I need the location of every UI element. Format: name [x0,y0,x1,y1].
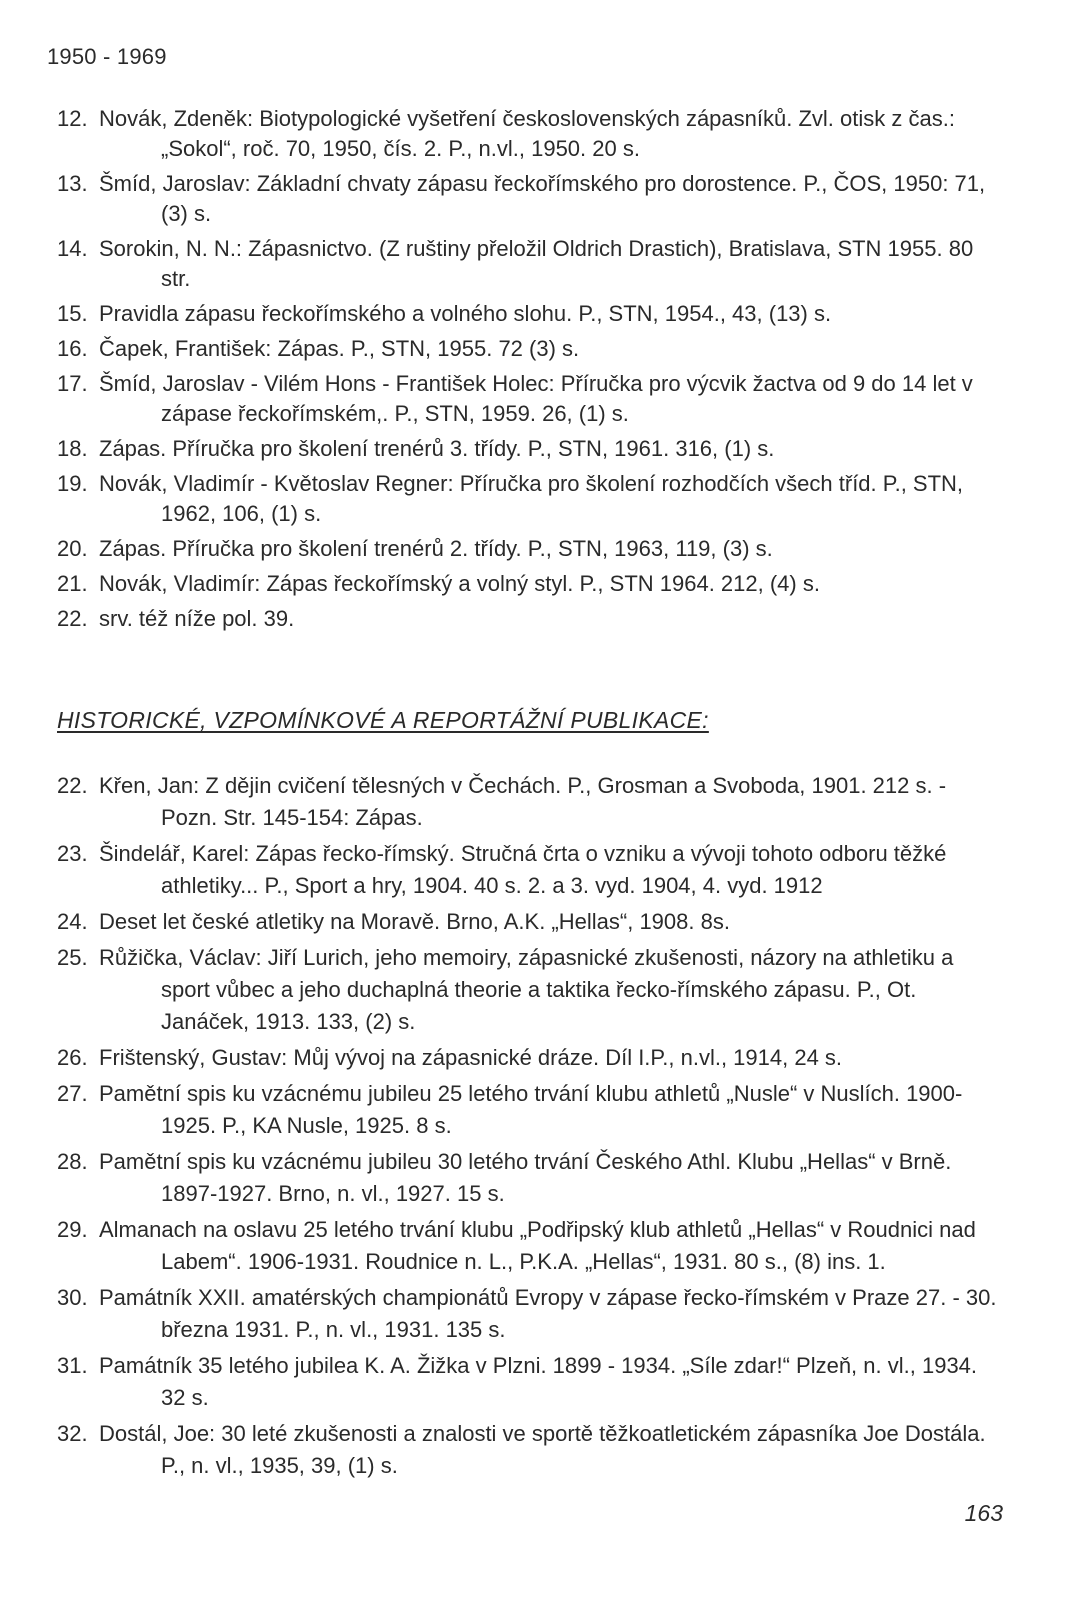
entry-text: Dostál, Joe: 30 leté zkušenosti a znalosti ve sportě těžkoatletickém zápasníka Joe Dostála. P., n. vl., 1935, 39, (1) s. [99,1421,986,1478]
entry-text: Zápas. Příručka pro školení trenérů 2. třídy. P., STN, 1963, 119, (3) s. [99,536,773,561]
entry-number: 24. [57,909,88,934]
entry-text: Novák, Vladimír - Květoslav Regner: Příručka pro školení rozhodčích všech tříd. P., STN, 1962, 106, (1) s. [99,471,964,526]
entry-text: Pamětní spis ku vzácnému jubileu 25 letého trvání klubu athletů „Nusle“ v Nuslích. 1900-1925. P., KA Nusle, 1925. 8 s. [99,1081,963,1138]
entry-text: Zápas. Příručka pro školení trenérů 3. třídy. P., STN, 1961. 316, (1) s. [99,436,775,461]
entry-number: 13. [57,171,88,196]
page-number: 163 [964,1500,1003,1526]
entry-number: 22. [57,606,88,631]
list-item [57,334,1007,364]
entry-text: Pamětní spis ku vzácnému jubileu 30 letého trvání Českého Athl. Klubu „Hellas“ v Brně. 1897-1927. Brno, n. vl., 1927. 15 s. [99,1149,952,1206]
entry-number: 29. [57,1217,88,1242]
entry-text: Novák, Vladimír: Zápas řeckořímský a volný styl. P., STN 1964. 212, (4) s. [99,571,820,596]
section-heading: HISTORICKÉ, VZPOMÍNKOVÉ A REPORTÁŽNÍ PUBLIKACE: [57,707,709,733]
entry-number: 17. [57,371,88,396]
entry-text: Almanach na oslavu 25 letého trvání klubu „Podřipský klub athletů „Hellas“ v Roudnici nad Labem“. 1906-1931. Roudnice n. L., P.K.A. „Hellas“, 1931. 80 s., (8) ins. 1. [99,1217,976,1274]
entry-number: 14. [57,236,88,261]
entry-text: Novák, Zdeněk: Biotypologické vyšetření československých zápasníků. Zvl. otisk z čas.: „Sokol“, roč. 70, 1950, čís. 2. P., n.vl., 1950. 20 s. [99,106,955,161]
entry-number: 28. [57,1149,88,1174]
bibliography-list-manuals [57,104,1007,639]
list-item [57,942,1007,1038]
entry-text: Šmíd, Jaroslav: Základní chvaty zápasu řeckořímského pro dorostence. P., ČOS, 1950: 71, (3) s. [99,171,986,226]
entry-number: 21. [57,571,88,596]
list-item [57,1078,1007,1142]
entry-text: Pravidla zápasu řeckořímského a volného slohu. P., STN, 1954., 43, (13) s. [99,301,832,326]
entry-number: 31. [57,1353,88,1378]
list-item [57,1042,1007,1074]
entry-number: 26. [57,1045,88,1070]
list-item [57,534,1007,564]
entry-number: 23. [57,841,88,866]
entry-number: 25. [57,945,88,970]
entry-number: 32. [57,1421,88,1446]
entry-text: Růžička, Václav: Jiří Lurich, jeho memoiry, zápasnické zkušenosti, názory na athletiku a sport vůbec a jeho duchaplná theorie a taktika řecko-římského zápasu. P., Ot. Janáček, 1913. 133, (2) s. [99,945,954,1034]
entry-text: Památník XXII. amatérských championátů Evropy v zápase řecko-římském v Praze 27. - 30. března 1931. P., n. vl., 1931. 135 s. [99,1285,997,1342]
entry-number: 27. [57,1081,88,1106]
bibliography-list-historical [57,770,1007,1486]
list-item [57,1146,1007,1210]
list-item [57,604,1007,634]
entry-number: 16. [57,336,88,361]
list-item [57,434,1007,464]
entry-number: 19. [57,471,88,496]
entry-number: 12. [57,106,88,131]
entry-number: 20. [57,536,88,561]
list-item [57,906,1007,938]
list-item [57,838,1007,902]
list-item [57,1214,1007,1278]
entry-number: 18. [57,436,88,461]
entry-text: Deset let české atletiky na Moravě. Brno, A.K. „Hellas“, 1908. 8s. [99,909,730,934]
entry-text: Památník 35 letého jubilea K. A. Žižka v Plzni. 1899 - 1934. „Síle zdar!“ Plzeň, n. vl., 1934. 32 s. [99,1353,978,1410]
entry-text: Čapek, František: Zápas. P., STN, 1955. 72 (3) s. [99,336,580,361]
entry-text: Sorokin, N. N.: Zápasnictvo. (Z ruštiny přeložil Oldrich Drastich), Bratislava, STN 1955. 80 str. [99,236,974,291]
list-item [57,469,1007,529]
list-item [57,234,1007,294]
list-item [57,1418,1007,1482]
list-item [57,104,1007,164]
list-item [57,369,1007,429]
entry-text: Frištenský, Gustav: Můj vývoj na zápasnické dráze. Díl I.P., n.vl., 1914, 24 s. [99,1045,843,1070]
entry-text: srv. též níže pol. 39. [99,606,295,631]
entry-number: 30. [57,1285,88,1310]
entry-number: 15. [57,301,88,326]
list-item [57,1350,1007,1414]
list-item [57,1282,1007,1346]
list-item [57,299,1007,329]
entry-text: Šindelář, Karel: Zápas řecko-římský. Stručná črta o vzniku a vývoji tohoto odboru těžké athletiky... P., Sport a hry, 1904. 40 s. 2. a 3. vyd. 1904, 4. vyd. 1912 [99,841,947,898]
entry-text: Šmíd, Jaroslav - Vilém Hons - František Holec: Příručka pro výcvik žactva od 9 do 14 let v zápase řeckořímském,. P., STN, 1959. 26, (1) s. [99,371,973,426]
running-head: 1950 - 1969 [47,44,167,69]
entry-text: Křen, Jan: Z dějin cvičení tělesných v Čechách. P., Grosman a Svoboda, 1901. 212 s. - Pozn. Str. 145-154: Zápas. [99,773,947,830]
list-item [57,569,1007,599]
entry-number: 22. [57,773,88,798]
list-item [57,169,1007,229]
list-item [57,770,1007,834]
